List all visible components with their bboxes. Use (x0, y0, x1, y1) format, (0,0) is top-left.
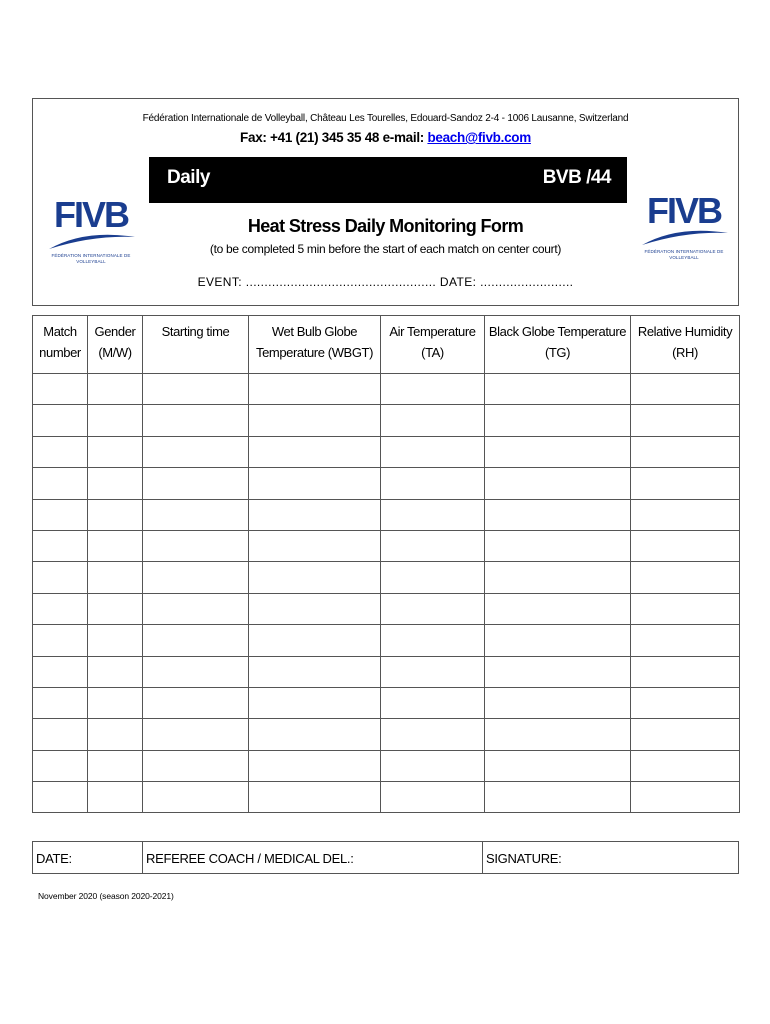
table-cell[interactable] (143, 562, 249, 593)
form-title: Heat Stress Daily Monitoring Form (247, 216, 524, 236)
table-cell[interactable] (381, 530, 485, 561)
table-cell[interactable] (143, 499, 249, 530)
table-cell[interactable] (249, 719, 381, 750)
form-code: BVB /44 (542, 167, 611, 188)
footer-signature-field[interactable]: SIGNATURE: (486, 851, 562, 866)
table-cell[interactable] (33, 530, 88, 561)
table-cell[interactable] (249, 405, 381, 436)
table-header-row (33, 316, 740, 374)
table-cell[interactable] (143, 782, 249, 813)
table-cell[interactable] (381, 593, 485, 624)
table-cell[interactable] (33, 499, 88, 530)
table-cell[interactable] (631, 625, 740, 656)
table-cell[interactable] (381, 719, 485, 750)
col-relative-humidity: Relative Humidity (RH) (631, 316, 740, 374)
table-cell[interactable] (485, 593, 631, 624)
table-cell[interactable] (143, 436, 249, 467)
table-cell[interactable] (88, 499, 143, 530)
table-cell[interactable] (249, 656, 381, 687)
version-note: November 2020 (season 2020-2021) (38, 891, 174, 901)
table-cell[interactable] (631, 530, 740, 561)
table-cell[interactable] (631, 782, 740, 813)
table-cell[interactable] (631, 405, 740, 436)
table-cell[interactable] (33, 562, 88, 593)
table-row (33, 436, 740, 467)
table-cell[interactable] (249, 593, 381, 624)
table-cell[interactable] (485, 656, 631, 687)
table-cell[interactable] (485, 782, 631, 813)
table-cell[interactable] (143, 374, 249, 405)
table-cell[interactable] (33, 782, 88, 813)
table-row (33, 593, 740, 624)
col-match-number: Match number (33, 316, 88, 374)
table-cell[interactable] (249, 374, 381, 405)
table-cell[interactable] (485, 750, 631, 781)
table-cell[interactable] (381, 405, 485, 436)
table-cell[interactable] (381, 750, 485, 781)
col-gender: Gender (M/W) (88, 316, 143, 374)
table-body (33, 374, 740, 813)
table-row (33, 405, 740, 436)
table-cell[interactable] (249, 782, 381, 813)
table-cell[interactable] (88, 436, 143, 467)
table-cell[interactable] (143, 468, 249, 499)
table-cell[interactable] (631, 374, 740, 405)
footer-date-field[interactable]: DATE: (33, 842, 143, 873)
table-cell[interactable] (631, 593, 740, 624)
table-cell[interactable] (249, 625, 381, 656)
table-row (33, 687, 740, 718)
table-cell[interactable] (33, 436, 88, 467)
logo-text: FIVB (53, 194, 129, 235)
table-row (33, 499, 740, 530)
table-cell[interactable] (33, 750, 88, 781)
table-cell[interactable] (485, 530, 631, 561)
table-cell[interactable] (631, 656, 740, 687)
table-cell[interactable] (381, 687, 485, 718)
table-row (33, 782, 740, 813)
table-cell[interactable] (88, 687, 143, 718)
table-cell[interactable] (88, 468, 143, 499)
table-cell[interactable] (88, 593, 143, 624)
table-cell[interactable] (631, 436, 740, 467)
form-type-bar (149, 157, 627, 203)
table-cell[interactable] (631, 468, 740, 499)
signature-box (32, 841, 739, 874)
table-cell[interactable] (88, 562, 143, 593)
table-row (33, 719, 740, 750)
table-cell[interactable] (143, 687, 249, 718)
table-cell[interactable] (249, 750, 381, 781)
table-cell[interactable] (33, 719, 88, 750)
table-cell[interactable] (33, 468, 88, 499)
form-header (32, 98, 739, 306)
table-row (33, 625, 740, 656)
table-cell[interactable] (143, 719, 249, 750)
frequency-label: Daily (167, 167, 210, 188)
table-cell[interactable] (33, 374, 88, 405)
table-cell[interactable] (485, 405, 631, 436)
federation-address: Fédération Internationale de Volleyball, Château Les Tourelles, Edouard-Sandoz 2-4 - 1006 Lausanne, Switzerland (142, 113, 629, 124)
table-cell[interactable] (143, 405, 249, 436)
table-cell[interactable] (143, 593, 249, 624)
table-cell[interactable] (143, 530, 249, 561)
table-row (33, 374, 740, 405)
table-cell[interactable] (381, 562, 485, 593)
table-row (33, 468, 740, 499)
table-cell[interactable] (485, 719, 631, 750)
table-cell[interactable] (88, 625, 143, 656)
table-cell[interactable] (631, 719, 740, 750)
table-cell[interactable] (33, 625, 88, 656)
table-cell[interactable] (249, 562, 381, 593)
table-cell[interactable] (249, 436, 381, 467)
table-cell[interactable] (485, 499, 631, 530)
table-cell[interactable] (143, 750, 249, 781)
monitoring-table (32, 315, 740, 813)
table-cell[interactable] (381, 436, 485, 467)
table-cell[interactable] (88, 530, 143, 561)
form-subtitle: (to be completed 5 min before the start of each match on center court) (209, 242, 562, 256)
table-cell[interactable] (631, 750, 740, 781)
table-cell[interactable] (249, 687, 381, 718)
table-cell[interactable] (381, 374, 485, 405)
table-cell[interactable] (485, 468, 631, 499)
table-cell[interactable] (88, 374, 143, 405)
table-cell[interactable] (33, 656, 88, 687)
table-cell[interactable] (381, 468, 485, 499)
table-cell[interactable] (631, 562, 740, 593)
table-cell[interactable] (485, 625, 631, 656)
table-cell[interactable] (381, 782, 485, 813)
logo-federation-text: FÉDÉRATION INTERNATIONALE DE VOLLEYBALL (51, 253, 131, 264)
table-row (33, 656, 740, 687)
col-black-globe-temperature: Black Globe Temperature (TG) (485, 316, 631, 374)
table-row (33, 750, 740, 781)
table-cell[interactable] (485, 562, 631, 593)
table-cell[interactable] (249, 530, 381, 561)
logo-federation-text: FÉDÉRATION INTERNATIONALE DE VOLLEYBALL (644, 249, 724, 260)
email-link[interactable]: beach@fivb.com (427, 130, 531, 145)
table-cell[interactable] (249, 468, 381, 499)
col-wbgt: Wet Bulb Globe Temperature (WBGT) (249, 316, 381, 374)
event-date-line[interactable]: EVENT: ................................................... DATE: ......................... (197, 275, 574, 289)
table-cell[interactable] (33, 593, 88, 624)
table-cell[interactable] (88, 719, 143, 750)
table-cell[interactable] (33, 687, 88, 718)
table-cell[interactable] (88, 656, 143, 687)
col-starting-time: Starting time (143, 316, 249, 374)
fax-number: Fax: +41 (21) 345 35 48 e-mail: (240, 130, 428, 145)
table-cell[interactable] (485, 687, 631, 718)
table-cell[interactable] (381, 656, 485, 687)
table-cell[interactable] (88, 782, 143, 813)
col-air-temperature: Air Temperature (TA) (381, 316, 485, 374)
table-cell[interactable] (143, 656, 249, 687)
table-cell[interactable] (631, 499, 740, 530)
table-cell[interactable] (33, 405, 88, 436)
footer-referee-field[interactable]: REFEREE COACH / MEDICAL DEL.: (143, 842, 483, 873)
logo-text: FIVB (646, 190, 722, 231)
table-cell[interactable] (381, 499, 485, 530)
contact-line (33, 130, 738, 145)
table-cell[interactable] (631, 687, 740, 718)
table-cell[interactable] (143, 625, 249, 656)
table-row (33, 562, 740, 593)
table-cell[interactable] (88, 405, 143, 436)
table-cell[interactable] (88, 750, 143, 781)
table-cell[interactable] (485, 436, 631, 467)
table-cell[interactable] (249, 499, 381, 530)
table-cell[interactable] (381, 625, 485, 656)
table-cell[interactable] (485, 374, 631, 405)
table-row (33, 530, 740, 561)
